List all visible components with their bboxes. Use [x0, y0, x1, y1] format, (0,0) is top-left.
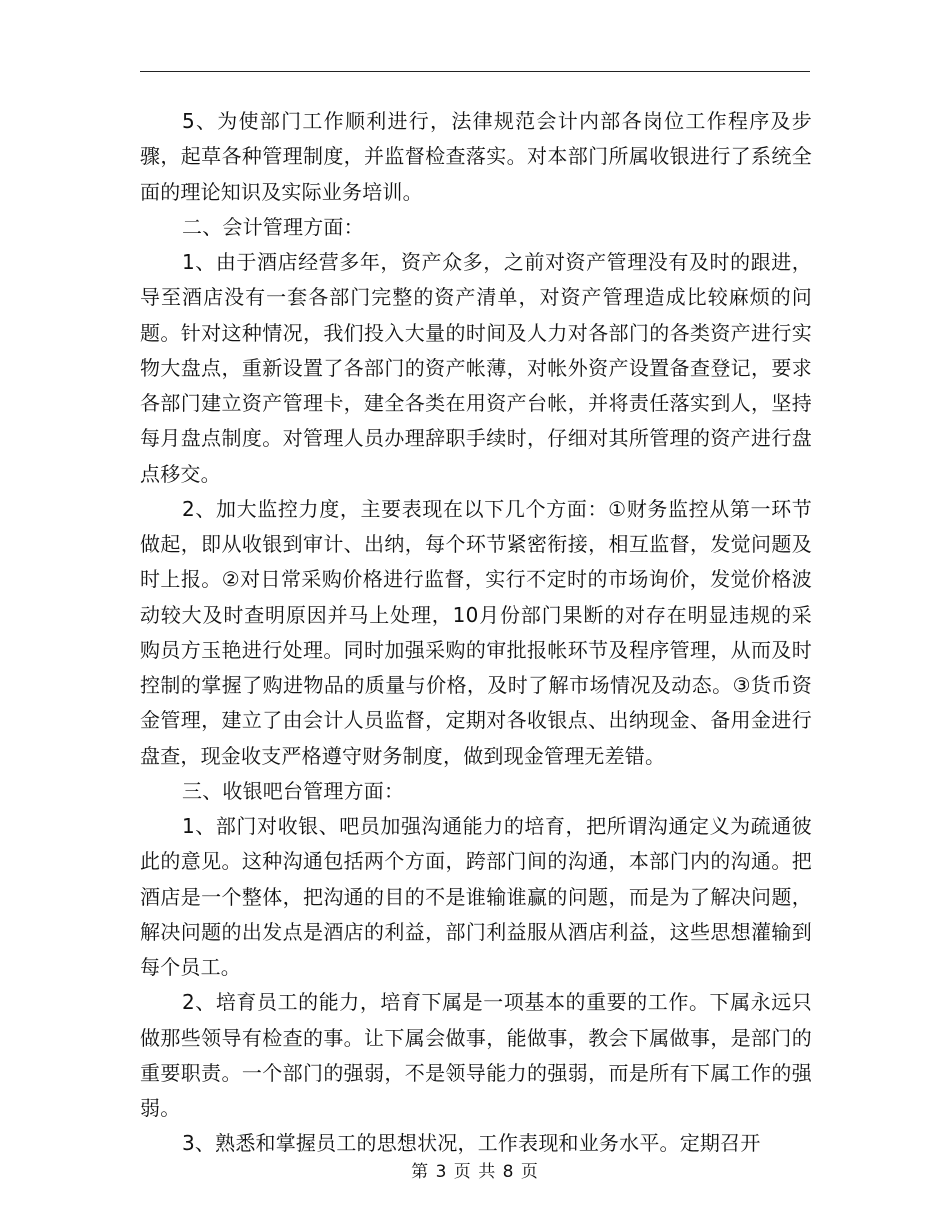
- paragraph: 1、由于酒店经营多年，资产众多，之前对资产管理没有及时的跟进，导至酒店没有一套各部门完整的资产清单，对资产管理造成比较麻烦的问题。针对这种情况，我们投入大量的时间及人力对各部门的各类资产进行实物大盘点，重新设置了各部门的资产帐薄，对帐外资产设置备查登记，要求各部门建立资产管理卡，建全各类在用资产台帐，并将责任落实到人，坚持每月盘点制度。对管理人员办理辞职手续时，仔细对其所管理的资产进行盘点移交。: [140, 250, 812, 486]
- section-heading: 二、会计管理方面：: [182, 214, 364, 239]
- paragraph: 2、培育员工的能力，培育下属是一项基本的重要的工作。下属永远只做那些领导有检查的事。让下属会做事，能做事，教会下属做事，是部门的重要职责。一个部门的强弱，不是领导能力的强弱，而是所有下属工作的强弱。: [140, 990, 812, 1120]
- paragraph: 5、为使部门工作顺利进行，法律规范会计内部各岗位工作程序及步骤，起草各种管理制度，并监督检查落实。对本部门所属收银进行了系统全面的理论知识及实际业务培训。: [140, 109, 812, 204]
- document-body: [140, 104, 812, 1162]
- page-number-footer: 第 3 页 共 8 页: [411, 1162, 539, 1182]
- header-rule: [140, 71, 810, 72]
- paragraph: 1、部门对收银、吧员加强沟通能力的培育，把所谓沟通定义为疏通彼此的意见。这种沟通包括两个方面，跨部门间的沟通，本部门内的沟通。把酒店是一个整体，把沟通的目的不是谁输谁赢的问题，而是为了解决问题，解决问题的出发点是酒店的利益，部门利益服从酒店利益，这些思想灌输到每个员工。: [140, 814, 812, 979]
- paragraph: 2、加大监控力度，主要表现在以下几个方面：①财务监控从第一环节做起，即从收银到审计、出纳，每个环节紧密衔接，相互监督，发觉问题及时上报。②对日常采购价格进行监督，实行不定时的市场询价，发觉价格波动较大及时查明原因并马上处理，10月份部门果断的对存在明显违规的采购员方玉艳进行处理。同时加强采购的审批报帐环节及程序管理，从而及时控制的掌握了购进物品的质量与价格，及时了解市场情况及动态。③货币资金管理，建立了由会计人员监督，定期对各收银点、出纳现金、备用金进行盘查，现金收支严格遵守财务制度，做到现金管理无差错。: [140, 496, 812, 768]
- section-heading: 三、收银吧台管理方面：: [182, 778, 405, 803]
- paragraph: 3、熟悉和掌握员工的思想状况，工作表现和业务水平。定期召开: [182, 1131, 761, 1156]
